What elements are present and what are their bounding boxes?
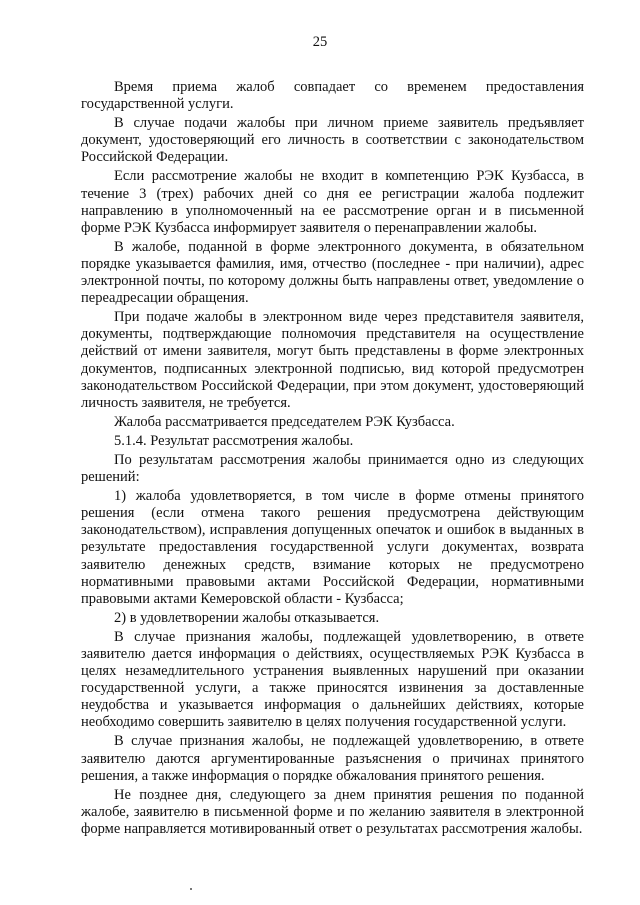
paragraph: По результатам рассмотрения жалобы принимается одно из следующих решений: xyxy=(81,451,584,486)
paragraph: Если рассмотрение жалобы не входит в компетенцию РЭК Кузбасса, в течение 3 (трех) рабочих дней со дня ее регистрации жалоба подлежит направлению в уполномоченный на ее рассмотрение орган и в письменной форме РЭК Кузбасса информирует заявителя о перенаправлении жалобы. xyxy=(81,168,584,236)
scan-speck xyxy=(190,888,192,890)
paragraph: В случае признания жалобы, подлежащей удовлетворению, в ответе заявителю дается информация о действиях, осуществляемых РЭК Кузбасса в целях незамедлительного устранения выявленных нарушений при оказании государственной услуги, а также приносятся извинения за доставленные неудобства и указывается информация о дальнейших действиях, которые необходимо совершить заявителю в целях получения государственной услуги. xyxy=(81,628,584,731)
document-body xyxy=(81,79,584,840)
list-item: 2) в удовлетворении жалобы отказывается. xyxy=(114,609,380,626)
paragraph: Время приема жалоб совпадает со временем предоставления государственной услуги. xyxy=(81,79,584,113)
paragraph: В случае признания жалобы, не подлежащей удовлетворению, в ответе заявителю даются аргументированные разъяснения о причинах принятого решения, а также информация о порядке обжалования принятого решения. xyxy=(81,733,584,784)
page-number: 25 xyxy=(312,34,328,50)
list-item: 1) жалоба удовлетворяется, в том числе в форме отмены принятого решения (если отмена такого решения предусмотрена действующим законодательством), исправления допущенных опечаток и ошибок в выданных в результате предоставления государственной услуги документах, возврата заявителю денежных средств, взимание которых не предусмотрено нормативными правовыми актами Российской Федерации, нормативными правовыми актами Кемеровской области - Кузбасса; xyxy=(81,488,584,607)
paragraph: В случае подачи жалобы при личном приеме заявитель предъявляет документ, удостоверяющий его личность в соответствии с законодательством Российской Федерации. xyxy=(81,115,584,166)
paragraph: В жалобе, поданной в форме электронного документа, в обязательном порядке указывается фамилия, имя, отчество (последнее - при наличии), адрес электронной почты, по которому должны быть направлены ответ, уведомление о переадресации обращения. xyxy=(81,238,584,307)
paragraph: При подаче жалобы в электронном виде через представителя заявителя, документы, подтверждающие полномочия представителя на осуществление действий от имени заявителя, могут быть представлены в форме электронных документов, подписанных электронной подписью, вид которой предусмотрен законодательством Российской Федерации, при этом документ, удостоверяющий личность заявителя, не требуется. xyxy=(81,309,584,411)
paragraph: Жалоба рассматривается председателем РЭК Кузбасса. xyxy=(114,413,455,430)
paragraph: Не позднее дня, следующего за днем принятия решения по поданной жалобе, заявителю в письменной форме и по желанию заявителя в электронной форме направляется мотивированный ответ о результатах рассмотрения жалобы. xyxy=(81,786,584,837)
section-heading: 5.1.4. Результат рассмотрения жалобы. xyxy=(114,432,354,449)
